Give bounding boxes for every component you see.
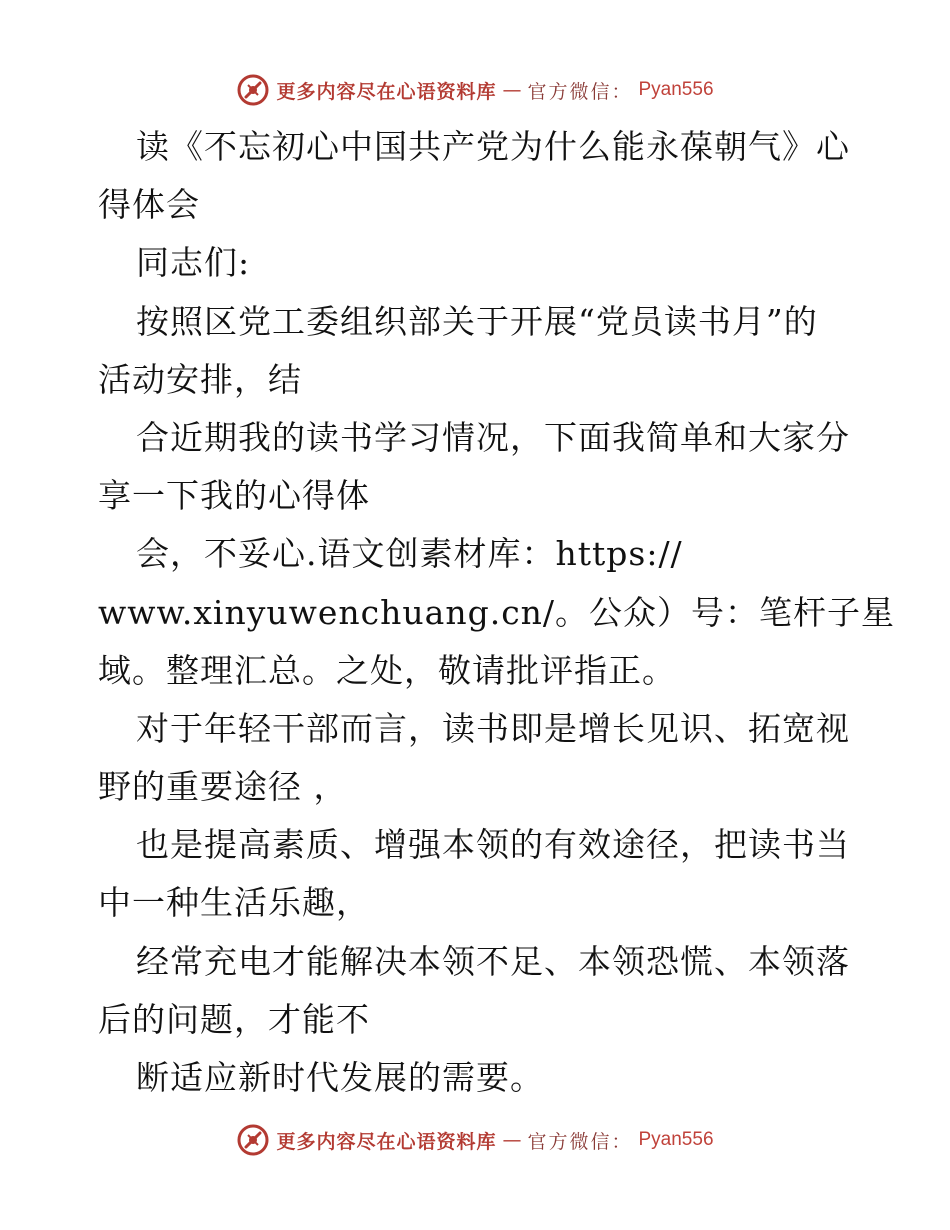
seal-logo-icon <box>236 73 270 107</box>
watermark-wechat-id: Pyan556 <box>638 79 714 100</box>
watermark-wechat-label: 官方微信： <box>527 80 633 103</box>
watermark-separator: — <box>502 79 522 101</box>
watermark-banner-bottom <box>0 1120 950 1160</box>
watermark-wechat-id: Pyan556 <box>638 1129 714 1150</box>
watermark-banner-top <box>0 70 950 110</box>
paragraph-line: 活动安排，结 <box>98 359 302 399</box>
watermark-title: 更多内容尽在心语资料库 <box>276 1130 497 1153</box>
document-title-line-2: 得体会 <box>98 185 200 225</box>
paragraph-line: 域。整理汇总。之处，敬请批评指正。 <box>98 650 676 690</box>
paragraph-line: 经常充电才能解决本领不足、本领恐慌、本领落 <box>136 941 850 981</box>
seal-logo-icon <box>236 1123 270 1157</box>
paragraph-line: 会，不妥心.语文创素材库：https:// <box>136 534 683 574</box>
paragraph-line: 按照区党工委组织部关于开展“党员读书月”的 <box>136 301 818 341</box>
watermark-separator: — <box>502 1129 522 1151</box>
paragraph-line: 也是提高素质、增强本领的有效途径，把读书当 <box>136 825 850 865</box>
paragraph-line: 后的问题，才能不 <box>98 999 370 1039</box>
document-title-line-1: 读《不忘初心中国共产党为什么能永葆朝气》心 <box>136 127 850 166</box>
watermark-title: 更多内容尽在心语资料库 <box>276 80 497 103</box>
paragraph-line: 对于年轻干部而言，读书即是增长见识、拓宽视 <box>136 708 850 748</box>
watermark-wechat-label: 官方微信： <box>527 1130 633 1153</box>
paragraph-line: 断适应新时代发展的需要。 <box>136 1058 544 1097</box>
document-body <box>98 118 896 1107</box>
salutation: 同志们: <box>136 243 251 283</box>
paragraph-line: 合近期我的读书学习情况，下面我简单和大家分 <box>136 417 850 457</box>
paragraph-line: 享一下我的心得体 <box>98 476 370 516</box>
paragraph-line: www.xinyuwenchuang.cn/。公众）号：笔杆子星 <box>98 592 896 632</box>
paragraph-line: 中一种生活乐趣， <box>98 883 370 923</box>
paragraph-line: 野的重要途径 ， <box>98 767 348 807</box>
